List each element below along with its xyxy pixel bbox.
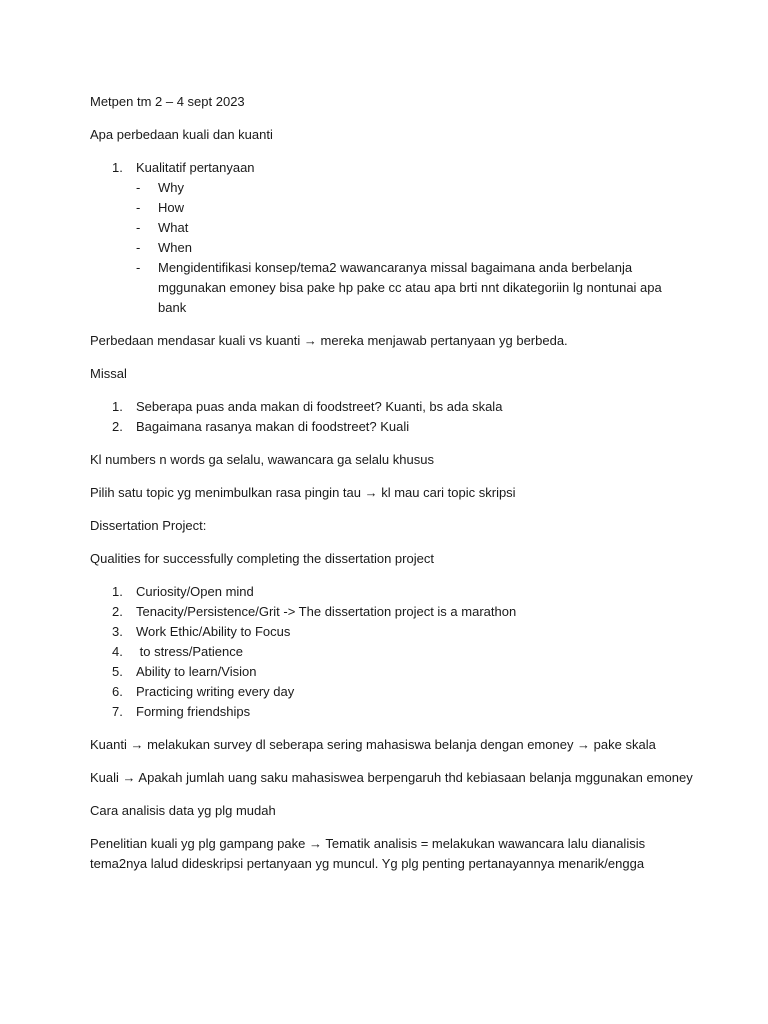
sub-list-item-continued: bank xyxy=(158,300,187,315)
paragraph-penelitian-line2: tema2nya lalud dideskripsi pertanyaan yg muncul. Yg plg penting pertanayannya menarik/engga xyxy=(90,856,645,871)
list-number: 3. xyxy=(112,624,123,639)
list-number: 4. xyxy=(112,644,123,659)
sub-list-item: How xyxy=(158,200,185,215)
question-line: Apa perbedaan kuali dan kuanti xyxy=(90,127,273,142)
list-item: Curiosity/Open mind xyxy=(136,584,254,599)
paragraph-kl: Kl numbers n words ga selalu, wawancara ga selalu khusus xyxy=(90,452,434,467)
sub-list-item-continued: mggunakan emoney bisa pake hp pake cc atau apa brti nnt dikategoriin lg nontunai apa xyxy=(158,280,662,295)
qualities-heading: Qualities for successfully completing the dissertation project xyxy=(90,551,434,566)
bullet-dash: - xyxy=(136,180,141,195)
list-item: Forming friendships xyxy=(136,704,251,719)
bullet-dash: - xyxy=(136,200,141,215)
paragraph-kuali: Kuali → Apakah jumlah uang saku mahasiswea berpengaruh thd kebiasaan belanja mggunakan emoney xyxy=(90,770,693,785)
sub-list-item: Why xyxy=(158,180,184,195)
list-item: Ability to learn/Vision xyxy=(136,664,257,679)
list-number: 1. xyxy=(112,399,123,414)
sub-list-item: When xyxy=(158,240,192,255)
paragraph-cara: Cara analisis data yg plg mudah xyxy=(90,803,276,818)
list-item: Work Ethic/Ability to Focus xyxy=(136,624,291,639)
document-title: Metpen tm 2 – 4 sept 2023 xyxy=(90,94,245,109)
paragraph-perbedaan: Perbedaan mendasar kuali vs kuanti → mereka menjawab pertanyaan yg berbeda. xyxy=(90,333,568,348)
list-number: 2. xyxy=(112,419,123,434)
list-item: Tenacity/Persistence/Grit -> The dissertation project is a marathon xyxy=(136,604,517,619)
list-number: 2. xyxy=(112,604,123,619)
list-number: 1. xyxy=(112,160,123,175)
list-number: 5. xyxy=(112,664,123,679)
list-item: Seberapa puas anda makan di foodstreet? Kuanti, bs ada skala xyxy=(136,399,503,414)
sub-list-item: Mengidentifikasi konsep/tema2 wawancaranya missal bagaimana anda berbelanja xyxy=(158,260,633,275)
list-number: 6. xyxy=(112,684,123,699)
dissertation-heading: Dissertation Project: xyxy=(90,518,207,533)
paragraph-pilih: Pilih satu topic yg menimbulkan rasa pingin tau → kl mau cari topic skripsi xyxy=(90,485,516,500)
bullet-dash: - xyxy=(136,220,141,235)
list-item: to stress/Patience xyxy=(136,644,243,659)
list-item: Practicing writing every day xyxy=(136,684,295,699)
paragraph-missal: Missal xyxy=(90,366,127,381)
list-item: Kualitatif pertanyaan xyxy=(136,160,255,175)
sub-list-item: What xyxy=(158,220,189,235)
bullet-dash: - xyxy=(136,240,141,255)
list-number: 7. xyxy=(112,704,123,719)
paragraph-kuanti: Kuanti → melakukan survey dl seberapa sering mahasiswa belanja dengan emoney → pake skala xyxy=(90,737,656,752)
list-number: 1. xyxy=(112,584,123,599)
bullet-dash: - xyxy=(136,260,141,275)
list-item: Bagaimana rasanya makan di foodstreet? Kuali xyxy=(136,419,410,434)
paragraph-penelitian-line1: Penelitian kuali yg plg gampang pake → Tematik analisis = melakukan wawancara lalu dianalisis xyxy=(90,836,646,851)
